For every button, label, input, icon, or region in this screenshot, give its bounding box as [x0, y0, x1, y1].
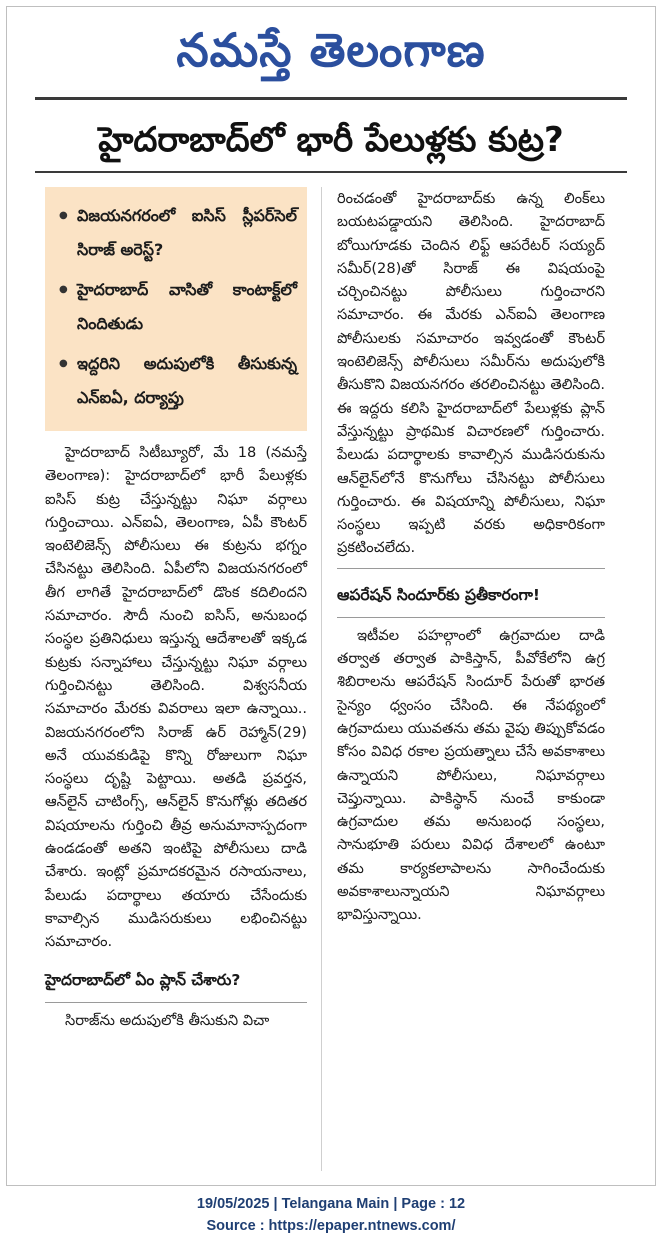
- masthead-rule: [35, 97, 627, 100]
- highlight-box: [45, 187, 307, 431]
- masthead-logo: నమస్తే తెలంగాణ: [176, 23, 486, 77]
- highlight-item: ● విజయనగరంలో ఐసిస్ స్లీపర్‌సెల్ సిరాజ్ అరెస్ట్?: [59, 199, 297, 267]
- page-frame: [6, 6, 656, 1186]
- article-column-right: [337, 187, 605, 927]
- footer-date-line: 19/05/2025 | Telangana Main | Page : 12: [196, 1196, 466, 1212]
- article-column-left: [45, 187, 307, 1032]
- subheading-rule: [45, 1002, 307, 1003]
- article-paragraph: హైదరాబాద్ సిటీబ్యూరో, మే 18 (నమస్తే తెలంగాణ): హైదరాబాద్‌లో భారీ పేలుళ్లకు ఐసిస్ కుట్ర చేస్తున్నట్టు నిఘా వర్గాలు గుర్తించాయి. ఎన్ఐఏ, తెలంగాణ, ఏపీ కౌంటర్ ఇంటెలిజెన్స్ పోలీసులు ఈ కుట్రను భగ్నం చేసినట్టు తెలిసింది. ఏపీలోని విజయనగరంలో తీగ లాగితే హైదరాబాద్‌లో డొంక కదిలిందని సమాచారం. సౌదీ నుంచి ఐసిస్, అనుబంధ సంస్థల ప్రతినిధులు ఇస్తున్న ఆదేశాలతో ఇక్కడ కుట్రకు సన్నాహాలు చేస్తున్నట్టు నిఘా వర్గాలు గుర్తించినట్టు తెలిసింది. విశ్వసనీయ సమాచారం మేరకు వివరాలు ఇలా ఉన్నాయి.. విజయనగరంలోని సిరాజ్ ఉర్ రెహ్మాన్(29) అనే యువకుడిపై కొన్ని రోజులుగా నిఘా సంస్థలు దృష్టి పెట్టాయి. అతడి ప్రవర్తన, ఆన్‌లైన్ చాటింగ్స్, ఆన్‌లైన్ కొనుగోళ్లు తదితర విషయాలను గుర్తించి తీవ్ర అనుమానాస్పదంగా ఉండడంతో అతని ఇంటిపై పోలీసులు దాడి చేశారు. ఇంట్లో ప్రమాదకరమైన రసాయనాలు, పేలుడు పదార్థాలు తయారు చేసేందుకు కావాల్సిన ముడిసరుకులు లభించినట్టు సమాచారం.: [45, 444, 307, 951]
- headline: హైదరాబాద్‌లో భారీ పేలుళ్లకు కుట్ర?: [98, 120, 564, 160]
- article-paragraph: సిరాజ్‌ను అదుపులోకి తీసుకుని విచా: [65, 1011, 270, 1029]
- column-divider: [321, 187, 322, 1171]
- article-paragraph: రించడంతో హైదరాబాద్‌కు ఉన్న లింక్‌లు బయటపడ్డాయని తెలిసింది. హైదరాబాద్ బోయిగూడకు చెందిన లిఫ్ట్ ఆపరేటర్ సయ్యద్ సమీర్(28)తో సిరాజ్ ఈ విషయంపై చర్చించినట్టు పోలీసులు గుర్తించారని సమాచారం. ఈ మేరకు ఎన్ఐఏ తెలంగాణ పోలీసులకు సమాచారం ఇవ్వడంతో కౌంటర్ ఇంటెలిజెన్స్ పోలీసులు సమీర్‌ను అదుపులోకి తీసుకొని విజయనగరం తరలించినట్టు తెలిసింది. ఈ ఇద్దరు కలిసి హైదరాబాద్‌లో పేలుళ్లకు ప్లాన్ వేస్తున్నట్టు ప్రాథమిక విచారణలో గుర్తించారు. పేలుడు పదార్థాలకు కావాల్సిన ముడిసరుకును ఆన్‌లైన్‌లోనే కొనుగోలు చేసినట్టు పోలీసులు గుర్తించారు. ఈ విషయాన్ని పోలీసులు, నిఘా సంస్థలు ఇప్పటి వరకు అధికారికంగా ప్రకటించలేదు.: [337, 190, 605, 557]
- highlight-item: ● హైదరాబాద్ వాసితో కాంటాక్ట్‌లో నిందితుడు: [59, 273, 297, 341]
- article-paragraph: ఇటీవల పహల్గాంలో ఉగ్రవాదుల దాడి తర్వాత తర్వాత పాకిస్తాన్, పీవోకేలోని ఉగ్ర శిబిరాలను ఆపరేషన్ సిందూర్ పేరుతో భారత సైన్యం ధ్వంసం చేసింది. ఈ నేపథ్యంలో ఉగ్రవాదులు యువతను తమ వైపు తిప్పుకోవడం కోసం వివిధ రకాల ప్రయత్నాలు చేసే అవకాశాలు ఉన్నాయని పోలీసులు, నిఘావర్గాలు చెప్తున్నాయి. పాకిస్థాన్ నుంచే కాకుండా ఉగ్రవాదుల తమ అనుబంధ సంస్థలు, సానుభూతి పరులు వివిధ దేశాలలో ఉంటూ తమ కార్యకలాపాలను సాగించేందుకు అవకాశాలున్నాయని నిఘావర్గాలు భావిస్తున్నాయి.: [337, 626, 605, 924]
- section-rule: [337, 568, 605, 569]
- subheading-rule: [337, 617, 605, 618]
- headline-rule: [35, 171, 627, 173]
- subheading: హైదరాబాద్‌లో ఏం ప్లాన్ చేశారు?: [45, 970, 241, 989]
- footer-source-link[interactable]: Source : https://epaper.ntnews.com/: [206, 1218, 456, 1234]
- subheading: ఆపరేషన్ సిందూర్‌కు ప్రతీకారంగా!: [337, 585, 540, 604]
- highlight-item: ● ఇద్దరిని అదుపులోకి తీసుకున్న ఎన్ఐఏ, దర్యాప్తు: [59, 347, 297, 415]
